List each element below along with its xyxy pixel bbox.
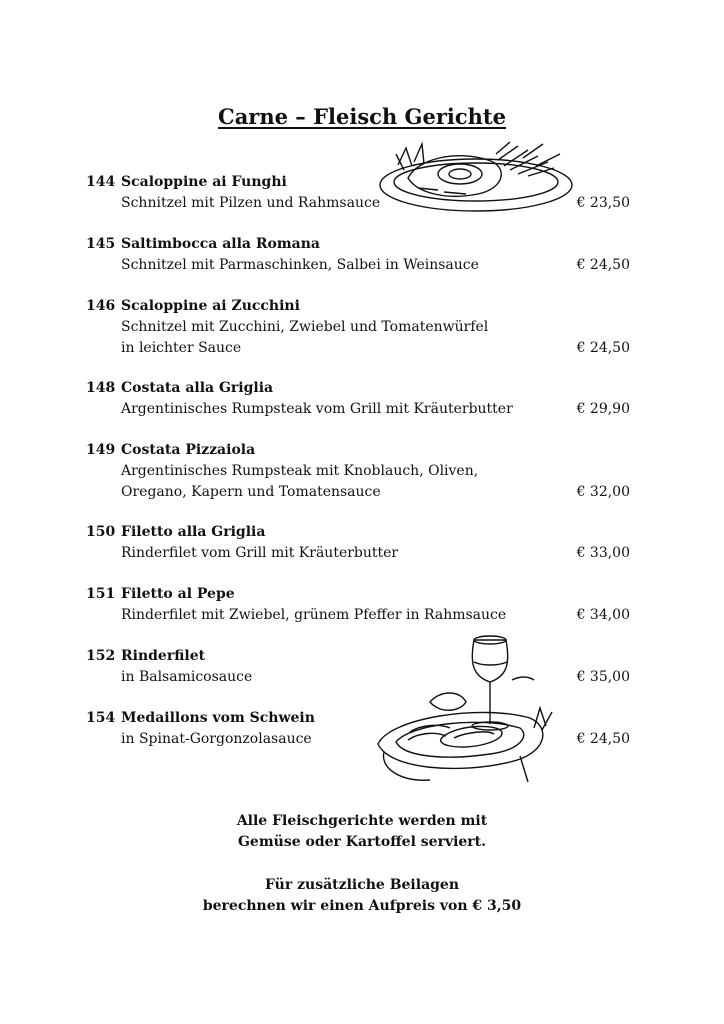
item-name: Scaloppine ai Funghi xyxy=(121,174,287,190)
note-line: Für zusätzliche Beilagen xyxy=(264,877,460,893)
item-price: € 29,90 xyxy=(576,401,630,417)
item-number: 149 xyxy=(86,442,116,458)
steak-and-wine-drawing xyxy=(370,632,560,784)
item-name: Costata Pizzaiola xyxy=(121,442,256,458)
note-line: berechnen wir einen Aufpreis von € 3,50 xyxy=(202,898,522,914)
item-name: Scaloppine ai Zucchini xyxy=(121,298,300,314)
item-number: 146 xyxy=(86,298,116,314)
item-description xyxy=(121,543,398,564)
description-line: in leichter Sauce xyxy=(121,340,242,356)
item-description xyxy=(121,729,312,750)
item-description xyxy=(121,399,513,420)
description-line: Schnitzel mit Parmaschinken, Salbei in Weinsauce xyxy=(121,257,479,273)
item-number: 150 xyxy=(86,524,116,540)
item-description xyxy=(121,193,380,214)
description-line: in Balsamicosauce xyxy=(121,669,253,685)
item-price: € 33,00 xyxy=(576,545,630,561)
item-number: 152 xyxy=(86,648,116,664)
note-line: Gemüse oder Kartoffel serviert. xyxy=(237,834,487,850)
item-description xyxy=(121,461,478,503)
surcharge-note xyxy=(0,875,724,917)
note-line: Alle Fleischgerichte werden mit xyxy=(236,813,488,829)
item-price: € 24,50 xyxy=(576,340,630,356)
item-price: € 24,50 xyxy=(576,257,630,273)
page-title: Carne – Fleisch Gerichte xyxy=(217,104,506,129)
item-price: € 34,00 xyxy=(576,607,630,623)
item-price: € 24,50 xyxy=(576,731,630,747)
description-line: Argentinisches Rumpsteak mit Knoblauch, Oliven, xyxy=(121,463,479,479)
item-number: 151 xyxy=(86,586,116,602)
item-name: Rinderfilet xyxy=(121,648,206,664)
side-dish-note xyxy=(0,811,724,853)
description-line: Schnitzel mit Zucchini, Zwiebel und Tomatenwürfel xyxy=(121,319,489,335)
item-number: 148 xyxy=(86,380,116,396)
item-number: 144 xyxy=(86,174,116,190)
description-line: Oregano, Kapern und Tomatensauce xyxy=(121,484,381,500)
item-price: € 32,00 xyxy=(576,484,630,500)
description-line: in Spinat-Gorgonzolasauce xyxy=(121,731,312,747)
item-name: Filetto alla Griglia xyxy=(121,524,266,540)
description-line: Schnitzel mit Pilzen und Rahmsauce xyxy=(121,195,381,211)
item-name: Costata alla Griglia xyxy=(121,380,274,396)
description-line: Rinderfilet mit Zwiebel, grünem Pfeffer in Rahmsauce xyxy=(121,607,507,623)
description-line: Argentinisches Rumpsteak vom Grill mit Kräuterbutter xyxy=(121,401,513,417)
item-price: € 35,00 xyxy=(576,669,630,685)
description-line: Rinderfilet vom Grill mit Kräuterbutter xyxy=(121,545,399,561)
item-name: Medaillons vom Schwein xyxy=(121,710,315,726)
item-name: Saltimbocca alla Romana xyxy=(121,236,320,252)
item-description xyxy=(121,667,252,688)
item-number: 154 xyxy=(86,710,116,726)
schnitzel-plate-drawing xyxy=(378,140,578,220)
item-description xyxy=(121,317,488,359)
item-price: € 23,50 xyxy=(576,195,630,211)
item-number: 145 xyxy=(86,236,116,252)
item-name: Filetto al Pepe xyxy=(121,586,235,602)
item-description xyxy=(121,255,479,276)
item-description xyxy=(121,605,506,626)
